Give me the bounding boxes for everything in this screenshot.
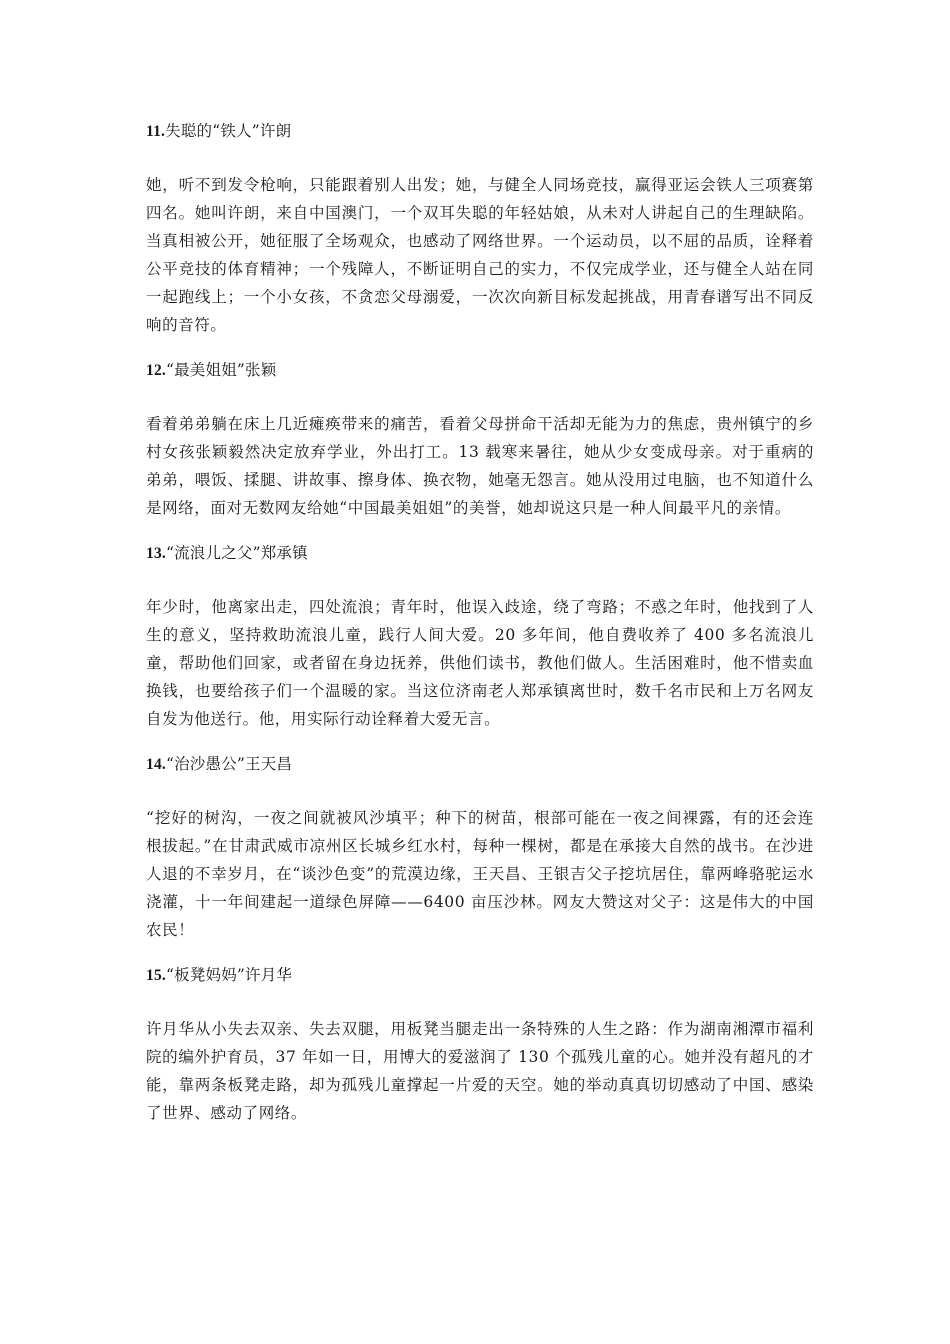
entry-15 [146, 962, 814, 1127]
entry-number: 13. [146, 545, 166, 562]
entry-title: “最美姐姐”张颖 [165, 361, 277, 379]
entry-number: 15. [146, 967, 166, 984]
entry-13 [146, 540, 814, 733]
entry-heading [146, 751, 814, 778]
entry-body: 看着弟弟躺在床上几近瘫痪带来的痛苦，看着父母拼命干活却无能为力的焦虑，贵州镇宁的乡村女孩张颖毅然决定放弃学业，外出打工。13 载寒来暑往，她从少女变成母亲。对于重病的弟弟，喂饭、揉腿、讲故事、擦身体、换衣物，她毫无怨言。她从没用过电脑，也不知道什么是网络，面对无数网友给她“中国最美姐姐”的美誉，她却说这只是一种人间最平凡的亲情。 [146, 415, 814, 517]
entry-11 [146, 118, 814, 339]
entry-number: 14. [146, 756, 166, 773]
entry-title: “板凳妈妈”许月华 [165, 966, 293, 984]
entry-heading [146, 540, 814, 567]
document-page [146, 118, 814, 1145]
entry-body: 年少时，他离家出走，四处流浪；青年时，他误入歧途，绕了弯路；不惑之年时，他找到了人生的意义，坚持救助流浪儿童，践行人间大爱。20 多年间，他自费收养了 400 多名流浪儿童，帮助他们回家，或者留在身边抚养，供他们读书，教他们做人。生活困难时，他不惜卖血换钱，也要给孩子们一个温暖的家。当这位济南老人郑承镇离世时，数千名市民和上万名网友自发为他送行。他，用实际行动诠释着大爱无言。 [146, 598, 814, 728]
entry-title: “治沙愚公”王天昌 [165, 755, 293, 773]
entry-title: “流浪儿之父”郑承镇 [165, 544, 308, 562]
entry-number: 11. [146, 123, 166, 140]
entry-heading [146, 118, 814, 145]
entry-title: 失聪的“铁人”许朗 [165, 122, 292, 140]
entry-number: 12. [146, 362, 166, 379]
entry-body: “挖好的树沟，一夜之间就被风沙填平；种下的树苗，根部可能在一夜之间裸露，有的还会连根拔起。”在甘肃武威市凉州区长城乡红水村，每种一棵树，都是在承接大自然的战书。在沙进人退的不幸岁月，在“谈沙色变”的荒漠边缘，王天昌、王银吉父子挖坑居住，靠两峰骆驼运水浇灌，十一年间建起一道绿色屏障——6400 亩压沙林。网友大赞这对父子：这是伟大的中国农民！ [146, 809, 814, 939]
entry-body: 许月华从小失去双亲、失去双腿，用板凳当腿走出一条特殊的人生之路：作为湖南湘潭市福利院的编外护育员，37 年如一日，用博大的爱滋润了 130 个孤残儿童的心。她并没有超凡的才能，靠两条板凳走路，却为孤残儿童撑起一片爱的天空。她的举动真真切切感动了中国、感染了世界、感动了网络。 [146, 1020, 814, 1122]
entry-14 [146, 751, 814, 944]
entry-body: 她，听不到发令枪响，只能跟着别人出发；她，与健全人同场竞技，赢得亚运会铁人三项赛第四名。她叫许朗，来自中国澳门，一个双耳失聪的年轻姑娘，从未对人讲起自己的生理缺陷。当真相被公开，她征服了全场观众，也感动了网络世界。一个运动员，以不屈的品质，诠释着公平竞技的体育精神；一个残障人，不断证明自己的实力，不仅完成学业，还与健全人站在同一起跑线上；一个小女孩，不贪恋父母溺爱，一次次向新目标发起挑战，用青春谱写出不同反响的音符。 [146, 176, 814, 334]
entry-heading [146, 962, 814, 989]
entry-12 [146, 357, 814, 522]
entry-heading [146, 357, 814, 384]
